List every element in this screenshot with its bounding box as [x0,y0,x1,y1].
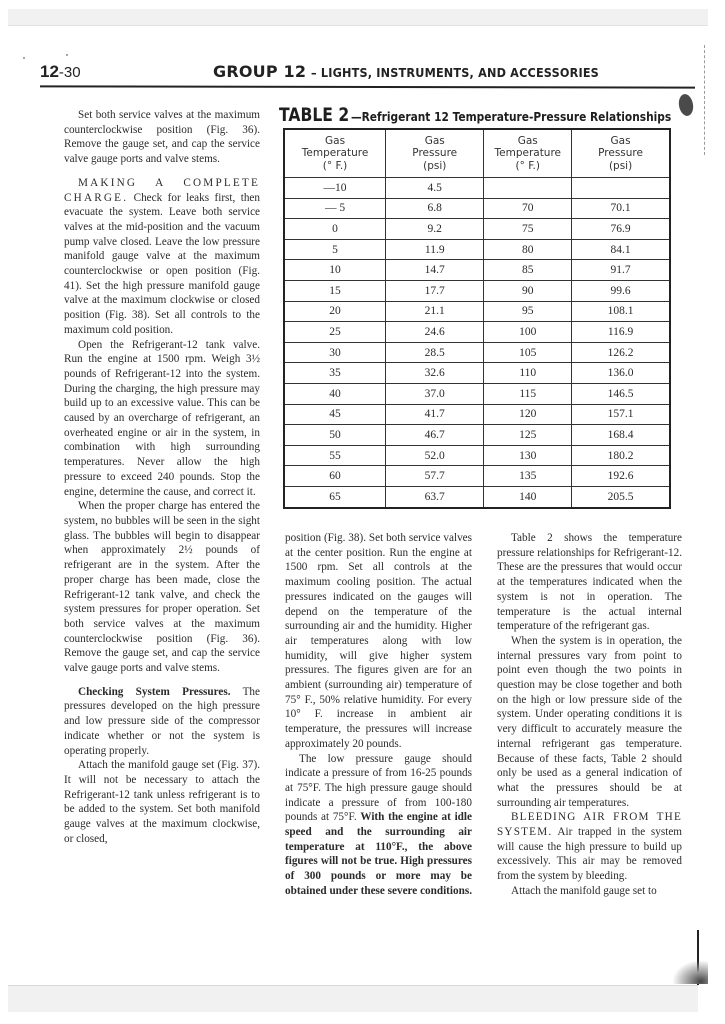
page-number: 12-30 [40,62,81,81]
pressure-cell: 24.6 [386,322,484,343]
table-row [284,198,670,219]
paragraph: When the proper charge has entered the system, no bubbles will be seen in the sight glass. The bubbles will begin to disappear when approximately 2½ pounds of refrigerant are in the system. After the proper charge has been made, close the Refrigerant-12 tank valve, and check the system pressures for proper operation. Set both service valves at the maximum counterclockwise position (Fig. 36). Remove the gauge set, and cap the service valve gauge ports and valve stems. [64,500,260,675]
run-in-heading: Checking System Pressures. [78,685,231,698]
temperature-cell: 90 [484,280,572,301]
scan-speck [66,54,68,56]
table-row [284,322,670,343]
pressure-cell: 11.9 [386,239,484,260]
pressure-cell: 205.5 [572,486,670,507]
temperature-cell: 140 [484,486,572,507]
pressure-cell: 70.1 [572,198,670,219]
temperature-cell: 130 [484,445,572,466]
column-header [284,129,386,178]
temperature-cell: 50 [284,425,386,446]
scan-edge-bottom [8,985,698,1012]
table-row [284,280,670,301]
pressure-cell: 146.5 [572,383,670,404]
pressure-cell: 37.0 [386,383,484,404]
temperature-cell: 85 [484,260,572,281]
temperature-cell: 75 [484,219,572,240]
running-header [40,62,695,84]
group-label: GROUP 12 [213,62,307,81]
temperature-cell: 30 [284,342,386,363]
pressure-cell: 168.4 [572,425,670,446]
section-title [213,62,631,81]
table-row [284,219,670,240]
temperature-cell: 120 [484,404,572,425]
temperature-cell: 100 [484,322,572,343]
temperature-cell: 80 [484,239,572,260]
pressure-cell: 28.5 [386,342,484,363]
pressure-cell: 192.6 [572,466,670,487]
page-edge-mark [704,45,706,155]
temperature-cell: 135 [484,466,572,487]
section-subtitle: – LIGHTS, INSTRUMENTS, AND ACCESSORIES [311,65,600,80]
pressure-cell: 76.9 [572,219,670,240]
temperature-cell: 20 [284,301,386,322]
paragraph: Open the Refrigerant-12 tank valve. Run the engine at 1500 rpm. Weigh 3½ pounds of Refrigerant-12 into the system. During the charging, the high pressure may build up to an excessive value. This can be caused by an overcharge of refrigerant, an overheated engine or air in the system, in combination with high surrounding temperatures. Never allow the high pressure to exceed 240 pounds. Stop the engine, determine the cause, and correct it. [64,338,260,498]
table-row [284,486,670,507]
paragraph: Attach the manifold gauge set (Fig. 37). It will not be necessary to attach the Refrigerant-12 tank unless refrigerant is to be added to the system. Set both manifold gauge valves at the maximum clockwise, or closed, [64,759,260,845]
pressure-cell: 57.7 [386,466,484,487]
column-header-line: Gas [325,134,346,147]
pressure-cell: 6.8 [386,198,484,219]
table-row [284,260,670,281]
table-row [284,342,670,363]
temperature-cell: 5 [284,239,386,260]
temperature-cell: 55 [284,445,386,466]
left-column [64,108,260,846]
pressure-cell: 46.7 [386,425,484,446]
paragraph: Table 2 shows the temperature pressure relationships for Refrigerant-12. These are the pressures that would occur at the temperatures indicated when the system is not in operation. The temperature is the actual internal temperature of the refrigerant gas. [497,532,682,633]
pressure-cell: 91.7 [572,260,670,281]
column-header-line: (° F.) [515,159,540,172]
scan-edge-top [8,9,708,26]
temperature-pressure-table [283,128,671,509]
temperature-cell [484,178,572,199]
column-header-line: (psi) [608,159,633,172]
paragraph: Set both service valves at the maximum counterclockwise position (Fig. 36). Remove the gauge set, and cap the service valve gauge ports and valve stems. [64,109,260,166]
pressure-cell: 21.1 [386,301,484,322]
middle-column [285,531,472,899]
run-in-heading: BLEEDING AIR FROM THE SYSTEM. [497,811,682,839]
pressure-cell: 99.6 [572,280,670,301]
pressure-cell: 84.1 [572,239,670,260]
temperature-cell: 15 [284,280,386,301]
column-header [572,129,670,178]
pressure-cell: 52.0 [386,445,484,466]
pressure-cell: 116.9 [572,322,670,343]
warning-text: With the engine at idle speed and the surrounding air temperature at 110°F., the above figures will not be true. High pressures of 300 pounds or more may be obtained under these severe conditions. [285,811,472,897]
temperature-cell: 45 [284,404,386,425]
column-header-line: (° F.) [322,159,348,172]
table-header-row [284,129,670,178]
pressure-cell: 108.1 [572,301,670,322]
column-header-line: (psi) [423,159,447,172]
pressure-cell: 126.2 [572,342,670,363]
column-header-line: Pressure [412,147,458,160]
temperature-cell: 95 [484,301,572,322]
column-header-line: Gas [610,134,631,147]
paragraph: MAKING A COMPLETE CHARGE. Check for leaks first, then evacuate the system. Leave both service valves at the mid-position and the vacuum pump valve closed. Leave the low pressure manifold gauge valve at the maximum counterclockwise or open position (Fig. 41). Set the high pressure manifold gauge valve at the maximum clockwise or closed position (Fig. 38). Set all controls to the maximum cold position. [64,176,260,336]
temperature-cell: 40 [284,383,386,404]
table-row [284,301,670,322]
temperature-cell: 115 [484,383,572,404]
table-row [284,466,670,487]
table-row [284,404,670,425]
temperature-cell: — 5 [284,198,386,219]
pressure-cell: 32.6 [386,363,484,384]
table-row [284,445,670,466]
temperature-cell: 65 [284,486,386,507]
temperature-cell: 10 [284,260,386,281]
pressure-cell: 14.7 [386,260,484,281]
paragraph: position (Fig. 38). Set both service valves at the center position. Run the engine at 1500 rpm. Set all controls at the maximum cooling position. The actual pressures indicated on the gauges will depend on the temperature of the surrounding air and the humidity. Higher air temperatures along with low humidity, will give higher system pressures. The figures given are for an ambient (surrounding air) temperature of 75° F., 50% relative humidity. For every 10° F. increase in ambient air temperature, the pressures will increase approximately 20 pounds. [285,532,472,750]
pressure-cell: 136.0 [572,363,670,384]
column-header [386,129,484,178]
scan-smudge [672,960,708,984]
header-rule [40,85,695,88]
paragraph: Attach the manifold gauge set to [511,884,657,897]
column-header-line: Temperature [301,147,369,160]
column-header [484,129,572,178]
pressure-cell: 157.1 [572,404,670,425]
temperature-cell: 60 [284,466,386,487]
pressure-cell: 180.2 [572,445,670,466]
right-column [497,531,682,899]
paragraph: The low pressure gauge should indicate a pressure of from 16-25 pounds at 75°F. The high pressure gauge should indicate a pressure of from 100-180 pounds at 75°F. With the engine at idle speed and the surrounding air temperature at 110°F., the above figures will not be true. High pressures of 300 pounds or more may be obtained under these severe conditions. [285,752,472,897]
pressure-cell: 9.2 [386,219,484,240]
temperature-cell: 25 [284,322,386,343]
table-title: TABLE 2—Refrigerant 12 Temperature-Pressure Relationships [279,104,671,126]
pressure-cell [572,178,670,199]
paragraph: BLEEDING AIR FROM THE SYSTEM. Air trapped in the system will cause the high pressure to build up excessively. This air may be removed from the system by bleeding. [497,811,682,883]
pressure-cell: 41.7 [386,404,484,425]
paragraph: Checking System Pressures. The pressures developed on the high pressure and low pressure side of the compressor indicate whether or not the system is operating properly. [64,685,260,757]
paragraph: When the system is in operation, the internal pressures vary from point to point even though the two points in question may be close together and both on the high or low pressure side of the system. Under operating conditions it is very difficult to accurately measure the internal refrigerant gas temperature. Because of these facts, Table 2 should only be used as a general indication of what the pressures should be at surrounding air temperatures. [497,634,682,809]
column-header-line: Pressure [598,147,643,160]
temperature-cell: 35 [284,363,386,384]
temperature-cell: 110 [484,363,572,384]
temperature-cell: 125 [484,425,572,446]
pressure-cell: 63.7 [386,486,484,507]
pressure-cell: 4.5 [386,178,484,199]
temperature-cell: 0 [284,219,386,240]
table-row [284,239,670,260]
pressure-cell: 17.7 [386,280,484,301]
table-row [284,363,670,384]
temperature-cell: 70 [484,198,572,219]
temperature-cell: 105 [484,342,572,363]
run-in-heading: MAKING A COMPLETE CHARGE. [64,176,260,204]
column-header-line: Gas [424,134,445,147]
table-row [284,425,670,446]
table-row [284,178,670,199]
table-row [284,383,670,404]
column-header-line: Gas [517,134,538,147]
temperature-cell: —10 [284,178,386,199]
column-header-line: Temperature [494,147,562,160]
scan-speck [23,57,25,59]
